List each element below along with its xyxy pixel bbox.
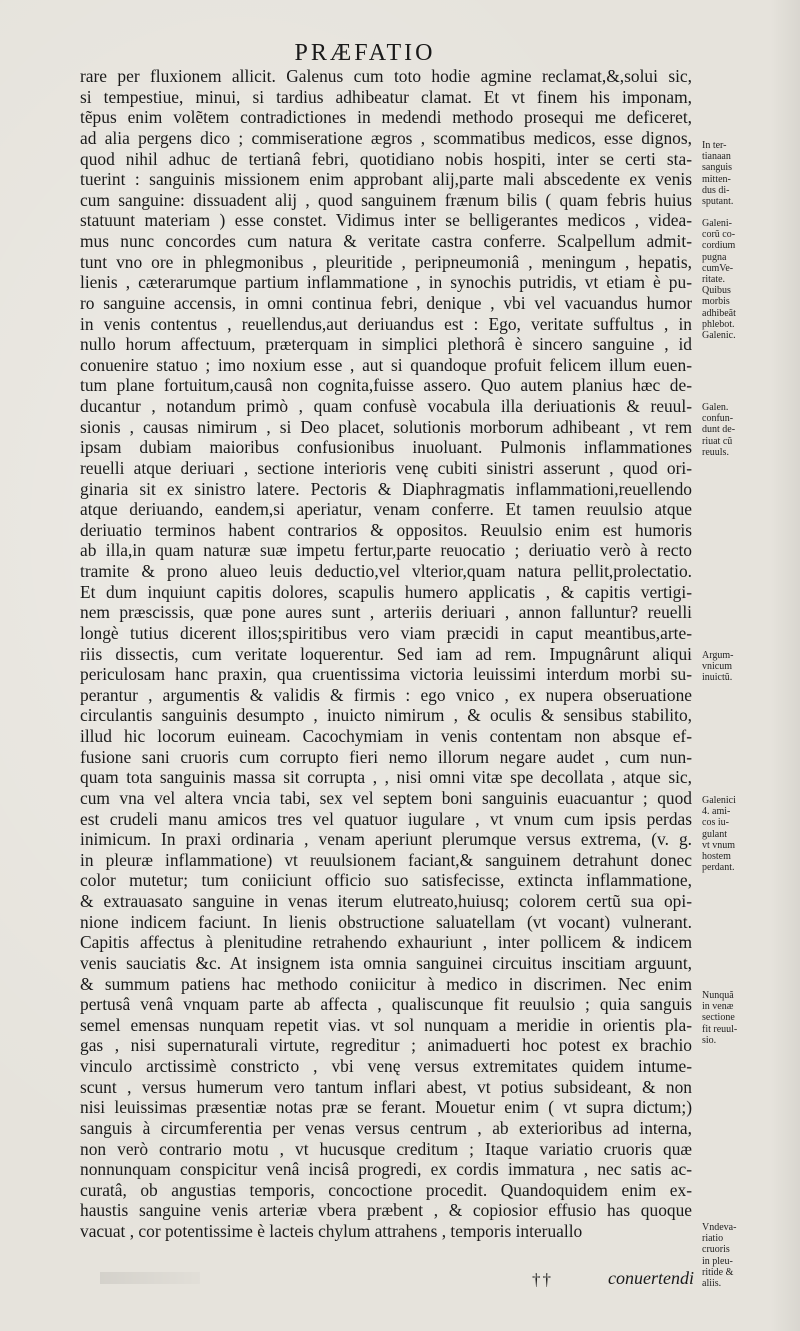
margin-note-line: sectione [702,1012,735,1024]
text-line: ducantur , notandum primò , quam confusè vocabula illa deriuationis & reuul- [80,396,692,416]
margin-note-line: adhibeãt [702,307,736,319]
margin-note-line: Galenic. [702,330,736,342]
text-line: tramite & prono alueo leuis deductio,vel vlterior,quam natura pellit,prolectatio. [80,561,692,581]
text-line: in pleuræ inflammatione) vt reuulsionem faciant,& sanguinem detrahunt donec [80,849,692,870]
text-line: statuunt materiam ) esse constet. Vidimus inter se belligerantes medicos , videa- [80,210,692,231]
margin-note-line: tianaan [702,151,731,163]
text-line: inimicum. In praxi ordinaria , venam aperiunt plerumque versus extrema, (v. g. [80,829,692,850]
margin-note-line: cos iu- [702,817,729,829]
margin-note-line: confun- [702,413,734,425]
text-line: fusione sani cruoris cum corrupto fieri nemo illorum negare audet , cum nun- [80,746,692,767]
text-line: ro sanguine accensis, in omni continua febri, denique , vbi vel vacuandus humor [80,292,692,313]
margin-note-line: in venæ [702,1001,734,1013]
text-line: rare per fluxionem allicit. Galenus cum toto hodie agmine reclamat,&,solui sic, [80,66,692,86]
margin-note [702,990,766,1046]
text-line: est crudeli manu amicos tres vel quatuor iugulare , vt vnum cum ipsis perdas [80,808,692,829]
margin-note [702,140,766,207]
margin-note-line: 4. ami- [702,806,731,818]
text-line: riis dissectis, cum veritate loquerentur. Sed iam ad rem. Impugnârunt aliqui [80,643,692,664]
margin-note-line: inuictũ. [702,672,733,684]
margin-note-line: In ter- [702,140,727,151]
text-line: ipsam dubiam maioribus confusionibus inuoluant. Pulmonis inflammationes [80,437,692,458]
margin-note-line: corũ co- [702,229,736,241]
margin-note-line: gulant [702,828,727,840]
margin-note-line: sanguis [702,162,732,174]
text-line: sionis , causas nimirum , si Deo placet, solutionis morborum adhibeant , vt rem [80,416,692,437]
text-line: ab illa,in quam naturæ suæ impetu fertur,parte reuocatio ; deriuatio verò à recto [80,540,692,561]
text-line: Capitis affectus à plenitudine retrahendo exhauriunt , inter pollicem & indicem [80,932,692,953]
text-line: circulantis sanguinis desumpto , inuicto nimirum , & oculis & sensibus stabilito, [80,705,692,726]
margin-note-line: in pleu- [702,1255,733,1267]
margin-note-line: cordium [702,240,736,252]
text-line: quam tota sanguinis massa sit corrupta , , nisi omni vitæ spe decollata , atque sic, [80,767,692,788]
text-line: nonnunquam conspicitur venâ incisâ progredi, ex cordis immatura , nec satis ac- [80,1159,692,1180]
margin-note-line: Galeni- [702,218,732,229]
margin-note [702,795,766,873]
show-through-stain [100,1272,200,1284]
margin-note-line: cumVe- [702,262,734,274]
margin-note-line: mitten- [702,173,731,185]
margin-note-line: Nunquã [702,990,734,1001]
margin-note-line: pugna [702,251,727,263]
margin-note-line: cruoris [702,1244,730,1256]
text-line: nullo horum affectuum, præterquam in simplici plethorâ è sincero sanguine , id [80,334,692,355]
margin-note-line: phlebot. [702,318,735,330]
text-line: scunt , versus humerum vero tantum inflari abest, vt potius subsideant, & non [80,1076,692,1097]
running-head: PRÆFATIO [294,40,436,66]
text-line: nem præscissis, quæ pone aures sunt , arteriis deriuari , annon falluntur? reuelli [80,602,692,623]
margin-note-line: aliis. [702,1278,722,1290]
text-line: atque deriuando, eandem,si aperiatur, venam conferre. Et tamen reuulsio atque [80,499,692,520]
margin-note-line: riuat cũ [702,435,733,447]
text-line: quod nihil adhuc de tertianâ febri, quotidiano nobis hospiti, inter se certi sta- [80,148,692,169]
text-line: curatâ, ob angustias temporis, concoctione procedit. Quandoquidem enim ex- [80,1179,692,1200]
text-line: si tempestiue, minui, si tardius adhibeatur clamat. Et vt finem his imponam, [80,86,692,107]
text-line: deriuatio terminos habent contrarios & oppositos. Reuulsio enim est humoris [80,519,692,540]
margin-note-line: ritide & [702,1266,734,1278]
text-line: cum sanguine: dissuadent alij , quod sanguinem frænum bilis ( quam febris huius [80,189,692,210]
margin-note-line: vt vnum [702,839,736,851]
margin-note [702,1222,766,1289]
text-line: illud hic locorum euineam. Cacochymiam in venis contentam non absque ef- [80,726,692,746]
text-line: perantur , argumentis & validis & firmis : ego vnico , ex nupera obseruatione [80,684,692,705]
text-line: sanguis à circumferentia per venas versus centrum , ab exterioribus ad interna, [80,1117,692,1138]
text-line: longè tutius dicerent illos;spiritibus vero viam præcidi in caput meantibus,arte- [80,622,692,643]
margin-note-line: sio. [702,1034,717,1046]
margin-note-line: vnicum [702,661,732,673]
margin-note-line: riatio [702,1233,724,1245]
margin-note-line: fit reuul- [702,1023,738,1035]
text-line: gas , nisi supernaturali virtute, regreditur ; animaduerti hoc potest ex brachio [80,1035,692,1056]
page-edge-shadow [770,0,800,1331]
margin-note-line: dus di- [702,184,730,196]
margin-note-line: Quibus [702,285,731,297]
text-line: tum plane fortuitum,causâ non cognita,fuisse assero. Quo autem planius hæc de- [80,375,692,396]
text-line: reuelli atque deriuari , sectione interioris venę cubiti sinistri asserunt , quod ori- [80,457,692,478]
margin-note-line: reuuls. [702,446,729,458]
text-line: color mutetur; tum coniiciunt officio suo satisfecisse, extincta inflammatione, [80,870,692,891]
text-line: tẽpus enim volẽtem contradictiones in medendi methodo prosequi me deficeret, [80,107,692,128]
margin-note-line: Vndeva- [702,1222,737,1233]
margin-note [702,650,766,684]
text-line: haustis sanguine venis arteriæ vbera præbent , & copiosior effusio has quoque [80,1200,692,1221]
margin-note-line: morbis [702,296,730,308]
text-line: semel emensas nunquam repetit vias. vt sol nunquam a meridie in orientis pla- [80,1014,692,1035]
margin-note-line: hostem [702,851,731,863]
margin-note [702,402,766,458]
text-line: Et dum inquiunt capitis dolores, scapulis humero applicatis , & capitis vertigi- [80,581,692,602]
margin-note-line: sputant. [702,196,734,208]
margin-note-line: dunt de- [702,424,736,436]
text-line: venis sauciatis &c. At insignem ista omnia sanguinei circuitus inscitiam arguunt, [80,952,692,973]
text-line: ginaria sit ex sinistro latere. Pectoris & Diaphragmatis inflammationi,reuellendo [80,478,692,499]
margin-note-line: Galen. [702,402,729,413]
text-line: ad alia pergens dico ; commiseratione ægros , scommatibus medicos, esse dignos, [80,127,692,148]
text-line: tuerint : sanguinis missionem enim approbant alij,parte mali abscedente ex venis [80,169,692,190]
text-line: vinculo arctissimè constricto , vbi venę versus extremitates quidem intume- [80,1056,692,1076]
margin-note-line: Galenici [702,795,736,806]
text-line: lienis , cæterarumque partium inflammatione , in synochis putridis, vt etiam è pu- [80,272,692,293]
text-line: nisi leuissimas præsentiæ notas præ se ferant. Mouetur enim ( vt supra dictum;) [80,1097,692,1118]
catchword: conuertendi [608,1268,694,1288]
text-line: nione indicem faciunt. In lienis obstructione saluatellam (vt vocant) vulnerant. [80,911,692,932]
text-line: vacuat , cor potentissime è lacteis chylum attrahens , temporis interuallo [80,1221,583,1241]
margin-note [702,218,766,341]
text-line: cum vna vel altera vncia tabi, sex vel septem boni sanguinis euacuantur ; quod [80,787,692,808]
text-line: & summum patiens hac methodo coniicitur à medico in discrimen. Nec enim [80,973,692,994]
text-line: non verò contrario motu , vt hucusque creditum ; Itaque variatio cruoris quæ [80,1138,692,1159]
text-line: tunt vno ore in phlegmonibus , pleuritide , peripneumoniâ , meningum , hepatis, [80,251,692,272]
margin-note-line: perdant. [702,862,735,874]
text-line: mus nunc concordes cum natura & veritate castra conferre. Scalpellum admit- [80,231,692,251]
text-line: periculosam hanc praxin, qua cruentissima victoria leuissimi interdum morbi su- [80,664,692,685]
margin-note-line: Argum- [702,650,734,661]
text-line: pertusâ venâ vnquam parte ab affecta , qualiscunque fit reuulsio ; quia sanguis [80,994,692,1015]
text-line: in venis contentus , reuellendus,aut deriuandus est : Ego, veritate suffultus , in [80,313,692,334]
margin-note-line: ritate. [702,274,726,286]
text-line: & extrauasato sanguine in venas iterum elutreato,huiusq; colorem certũ sua opi- [80,891,692,911]
body-text [80,66,692,1242]
text-line: conuenire statuo ; imo noxium esse , aut si quandoque profuit felicem illum euen- [80,354,692,375]
signature-mark: †† [532,1270,553,1289]
